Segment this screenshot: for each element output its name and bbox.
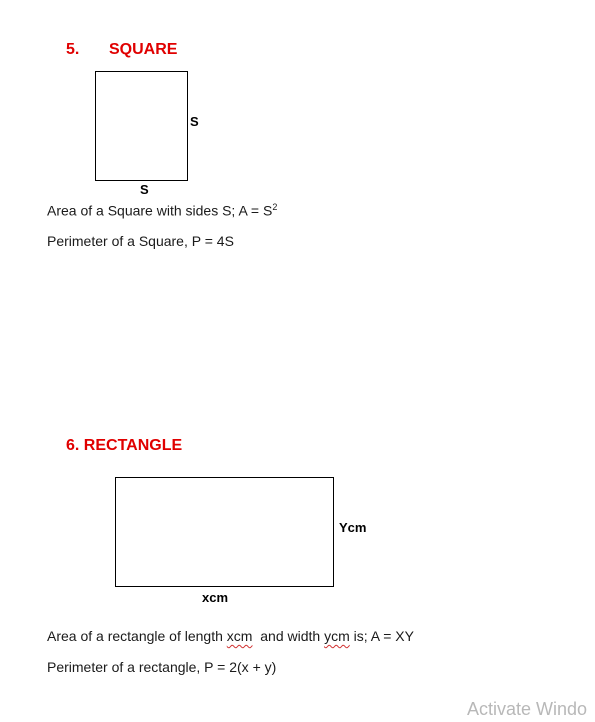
- rectangle-height-label: Ycm: [339, 520, 367, 535]
- rectangle-heading: 6. RECTANGLE: [66, 437, 183, 454]
- rectangle-area-formula: [47, 628, 414, 644]
- square-area-formula: [47, 202, 277, 219]
- square-shape: [95, 71, 188, 181]
- rectangle-area-word-length: xcm: [226, 628, 253, 644]
- square-heading-title: SQUARE: [109, 41, 178, 58]
- rectangle-perimeter-formula: Perimeter of a rectangle, P = 2(x + y): [47, 659, 277, 675]
- square-perimeter-formula: Perimeter of a Square, P = 4S: [47, 233, 234, 249]
- square-side-label-right: S: [190, 114, 199, 129]
- square-area-text: Area of a Square with sides S; A = S: [47, 202, 273, 219]
- rectangle-shape: [115, 477, 334, 587]
- rectangle-length-label: xcm: [202, 590, 229, 605]
- rectangle-area-text-1: Area of a rectangle of length: [47, 628, 227, 644]
- square-heading: [66, 41, 177, 59]
- rectangle-area-text-2: and width: [252, 628, 325, 644]
- activate-windows-watermark: Activate Windo: [467, 699, 588, 719]
- square-side-label-bottom: S: [140, 182, 149, 197]
- rectangle-area-text-3: is; A = XY: [349, 628, 414, 644]
- square-heading-number: 5.: [66, 41, 80, 58]
- rectangle-area-word-width: ycm: [324, 628, 350, 644]
- square-area-exponent: 2: [272, 202, 278, 212]
